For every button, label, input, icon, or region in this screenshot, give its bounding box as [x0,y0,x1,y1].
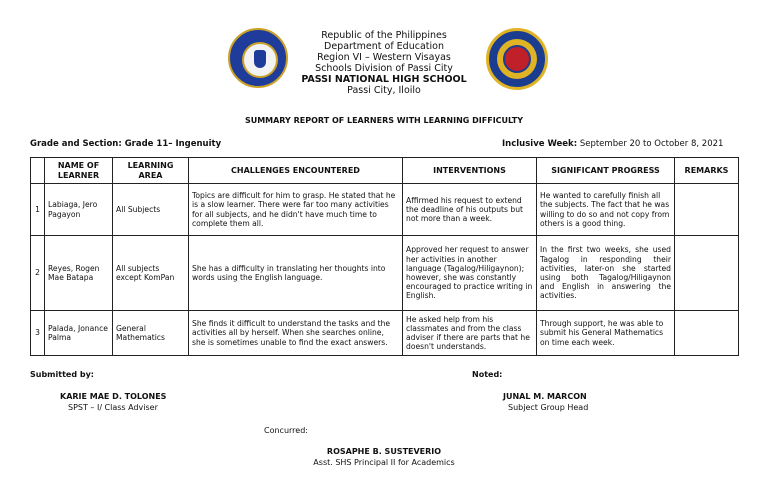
challenges-cell: She has a difficulty in translating her thoughts into words using the English language. [189,236,403,311]
interventions-cell: Affirmed his request to extend the deadline of his outputs but not more than a week. [403,184,537,236]
learner-name: Labiaga, Jero Pagayon [45,184,113,236]
learners-table [30,157,739,356]
header-department: Department of Education [324,41,444,52]
learning-area: All Subjects [113,184,189,236]
learning-area: All subjects except KomPan [113,236,189,311]
header-cell-name: NAME OF LEARNER [45,158,113,184]
progress-cell: Through support, he was able to submit his General Mathematics on time each week. [537,311,675,356]
remarks-cell [675,184,739,236]
progress-cell: In the first two weeks, she used Tagalog in responding their activities, later-on she started using both Tagalog/Hiligaynon and English in answering the activities. [537,236,675,311]
remarks-cell [675,236,739,311]
header-cell-area: LEARNING AREA [113,158,189,184]
concurred-title: Asst. SHS Principal II for Academics [313,458,455,467]
noted-label: Noted: [472,370,503,379]
challenges-cell: She finds it difficult to understand the tasks and the activities all by herself. When she searches online, she is sometimes unable to find the exact answers. [189,311,403,356]
remarks-cell [675,311,739,356]
progress-cell: He wanted to carefully finish all the subjects. The fact that he was willing to do so and not copy from others is a good thing. [537,184,675,236]
grade-section: Grade and Section: Grade 11– Ingenuity [30,139,222,149]
header-location: Passi City, Iloilo [347,85,421,96]
challenges-cell: Topics are difficult for him to grasp. He stated that he is a slow learner. There were far too many activities for all subjects, and he didn't have much time to complete them all. [189,184,403,236]
row-number: 3 [31,311,45,356]
header-region: Region VI – Western Visayas [317,52,451,63]
header-republic: Republic of the Philippines [321,30,447,41]
inclusive-week [502,139,723,149]
table-row [31,311,739,356]
header-division: Schools Division of Passi City [315,63,453,74]
inclusive-week-value: September 20 to October 8, 2021 [579,139,724,149]
concurred-name: ROSAPHE B. SUSTEVERIO [326,447,442,456]
noted-name: JUNAL M. MARCON [503,392,587,401]
table-row [31,184,739,236]
header-cell-number [31,158,45,184]
noted-title: Subject Group Head [508,403,589,412]
interventions-cell: He asked help from his classmates and from the class adviser if there are parts that he doesn't understands. [403,311,537,356]
submitted-by-label: Submitted by: [30,370,94,379]
submitted-by-name: KARIE MAE D. TOLONES [60,392,167,401]
header-cell-remarks: REMARKS [675,158,739,184]
submitted-by-title: SPST – I/ Class Adviser [68,403,158,412]
learning-area: General Mathematics [113,311,189,356]
report-title: SUMMARY REPORT OF LEARNERS WITH LEARNING DIFFICULTY [244,116,524,125]
header-school-name: PASSI NATIONAL HIGH SCHOOL [301,74,467,85]
header-cell-interventions: INTERVENTIONS [403,158,537,184]
learner-name: Palada, Jonance Palma [45,311,113,356]
table-header-row [31,158,739,184]
row-number: 2 [31,236,45,311]
learner-name: Reyes, Rogen Mae Batapa [45,236,113,311]
header-cell-progress: SIGNIFICANT PROGRESS [537,158,675,184]
interventions-cell: Approved her request to answer her activities in another language (Tagalog/Hiligaynon); however, she was constantly encouraged to practice writing in English. [403,236,537,311]
concurred-label: Concurred: [264,426,308,435]
inclusive-week-label: Inclusive Week: [502,139,578,149]
header-cell-challenges: CHALLENGES ENCOUNTERED [189,158,403,184]
table-row [31,236,739,311]
row-number: 1 [31,184,45,236]
